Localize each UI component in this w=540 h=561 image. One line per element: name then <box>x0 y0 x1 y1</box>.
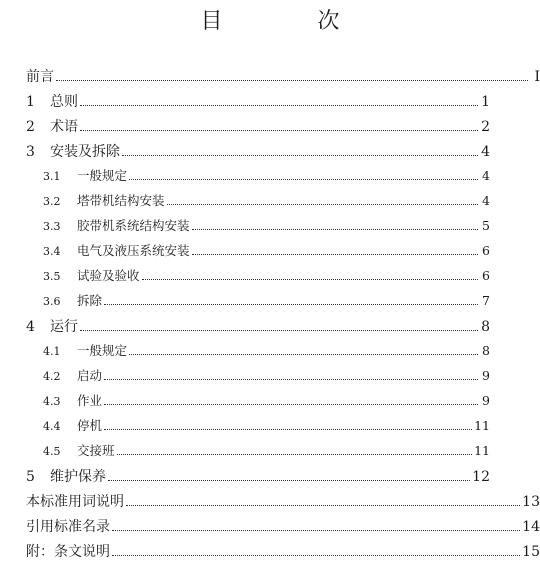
toc-page: 8 <box>481 319 490 335</box>
toc-number: 1 <box>26 94 35 110</box>
leader-dots <box>56 80 528 81</box>
toc-entry-4-4[interactable] <box>0 416 540 436</box>
toc-label: 电气及液压系统安装 <box>77 243 190 258</box>
toc-entry-foreword[interactable] <box>0 66 540 86</box>
toc-label: 运行 <box>50 319 78 335</box>
leader-dots <box>80 130 478 131</box>
toc-label: 拆除 <box>77 293 103 308</box>
toc-page: 12 <box>472 469 490 485</box>
toc-number: 3.1 <box>43 170 61 183</box>
leader-dots <box>104 379 478 380</box>
toc-entry-4[interactable] <box>0 316 540 336</box>
toc-page: 5 <box>482 218 490 233</box>
toc-entry-3-1[interactable] <box>0 166 540 186</box>
toc-label: 维护保养 <box>50 469 106 485</box>
toc-number: 2 <box>26 119 35 135</box>
toc-entry-1[interactable] <box>0 91 540 111</box>
leader-dots <box>112 530 520 531</box>
leader-dots <box>80 105 478 106</box>
toc-entry-referenced-standards[interactable] <box>0 516 540 536</box>
toc-number: 3.6 <box>43 295 61 308</box>
toc-page: 1 <box>481 94 490 110</box>
toc-label: 启动 <box>77 368 103 383</box>
toc-page: 13 <box>522 494 540 510</box>
toc-number: 3.3 <box>43 220 61 233</box>
toc-entry-3-3[interactable] <box>0 216 540 236</box>
leader-dots <box>192 229 478 230</box>
leader-dots <box>122 155 478 156</box>
toc-page: 6 <box>482 268 490 283</box>
leader-dots <box>129 179 478 180</box>
toc-number: 3.4 <box>43 245 61 258</box>
toc-label: 一般规定 <box>77 168 128 183</box>
toc-number: 3.2 <box>43 195 61 208</box>
toc-page: 6 <box>482 243 490 258</box>
toc-page: 4 <box>482 168 490 183</box>
leader-dots <box>104 404 478 405</box>
toc-page: 11 <box>474 443 490 458</box>
toc-label: 安装及拆除 <box>50 144 120 160</box>
toc-number: 4 <box>26 319 35 335</box>
toc-page: 15 <box>522 544 540 560</box>
toc-label: 胶带机系统结构安装 <box>77 218 190 233</box>
toc-label: 引用标准名录 <box>26 519 110 535</box>
toc-number: 5 <box>26 469 35 485</box>
toc-entry-4-3[interactable] <box>0 391 540 411</box>
toc-label: 作业 <box>77 393 103 408</box>
leader-dots <box>112 555 520 556</box>
toc-number: 4.3 <box>43 395 61 408</box>
leader-dots <box>104 429 472 430</box>
toc-label: 交接班 <box>77 443 115 458</box>
leader-dots <box>117 454 473 455</box>
toc-number: 4.5 <box>43 445 61 458</box>
toc-page: 9 <box>482 393 490 408</box>
toc-label: 试验及验收 <box>77 268 140 283</box>
toc-page: Ⅰ <box>534 69 540 85</box>
leader-dots <box>142 279 478 280</box>
toc-number: 3 <box>26 144 35 160</box>
toc-page: 7 <box>482 293 490 308</box>
toc-label: 塔带机结构安装 <box>77 193 165 208</box>
toc-entry-3-6[interactable] <box>0 291 540 311</box>
toc-label: 停机 <box>77 418 103 433</box>
toc-entry-3-4[interactable] <box>0 241 540 261</box>
toc-page: 11 <box>474 418 490 433</box>
toc-label: 一般规定 <box>77 343 128 358</box>
toc-entry-clause-explanation[interactable] <box>0 541 540 561</box>
toc-entry-wording-explanation[interactable] <box>0 491 540 511</box>
toc-entry-3[interactable] <box>0 141 540 161</box>
toc-label: 术语 <box>50 119 78 135</box>
toc-page: 4 <box>481 144 490 160</box>
leader-dots <box>126 505 520 506</box>
toc-entry-5[interactable] <box>0 466 540 486</box>
toc-page: 4 <box>482 193 490 208</box>
leader-dots <box>108 480 470 481</box>
leader-dots <box>80 330 478 331</box>
toc-number: 3.5 <box>43 270 61 283</box>
leader-dots <box>192 254 478 255</box>
leader-dots <box>129 354 478 355</box>
toc-label: 前言 <box>26 69 54 85</box>
leader-dots <box>104 304 478 305</box>
toc-entry-2[interactable] <box>0 116 540 136</box>
toc-number: 4.1 <box>43 345 61 358</box>
toc-number: 4.4 <box>43 420 61 433</box>
toc-label: 总则 <box>50 94 78 110</box>
toc-page: 9 <box>482 368 490 383</box>
toc-title: 目 次 <box>200 9 384 34</box>
toc-page: 8 <box>482 343 490 358</box>
toc-entry-4-5[interactable] <box>0 441 540 461</box>
toc-entry-4-1[interactable] <box>0 341 540 361</box>
toc-page: 2 <box>481 119 490 135</box>
toc-label: 本标准用词说明 <box>26 494 124 510</box>
toc-entry-3-5[interactable] <box>0 266 540 286</box>
toc-number: 4.2 <box>43 370 61 383</box>
leader-dots <box>167 204 478 205</box>
toc-entry-4-2[interactable] <box>0 366 540 386</box>
toc-page: 14 <box>522 519 540 535</box>
toc-label: 附：条文说明 <box>26 544 110 560</box>
toc-entry-3-2[interactable] <box>0 191 540 211</box>
